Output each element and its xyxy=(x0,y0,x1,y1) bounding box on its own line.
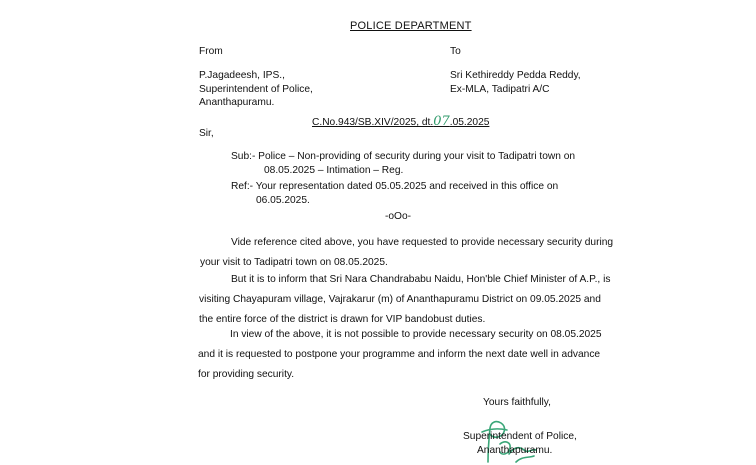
subject-line-2: 08.05.2025 – Intimation – Reg. xyxy=(264,164,404,176)
recipient-name: Sri Kethireddy Pedda Reddy, xyxy=(450,70,581,81)
paragraph-2 xyxy=(199,270,610,330)
signatory-place: Ananthapuramu. xyxy=(477,444,553,456)
subject-line-1: Sub:- Police – Non-providing of security during your visit to Tadipatri town on xyxy=(231,151,576,162)
paragraph-3-line-3: for providing security. xyxy=(198,369,295,380)
signatory-designation: Superintendent of Police, xyxy=(463,431,577,442)
letter-heading: POLICE DEPARTMENT xyxy=(350,20,472,32)
paragraph-1-line-1: Vide reference cited above, you have requested to provide necessary security during xyxy=(231,237,614,248)
paragraph-2-line-2: visiting Chayapuram village, Vajrakarur (m) of Ananthapuramu District on 09.05.2025 and xyxy=(199,294,601,305)
sender-place: Ananthapuramu. xyxy=(199,97,275,108)
paragraph-3-line-1: In view of the above, it is not possible to provide necessary security on 08.05.2025 xyxy=(230,329,602,340)
paragraph-1-line-2: your visit to Tadipatri town on 08.05.2025. xyxy=(200,257,388,268)
paragraph-3-line-2: and it is requested to postpone your programme and inform the next date well in advance xyxy=(198,349,601,360)
closing-phrase: Yours faithfully, xyxy=(483,397,551,408)
to-label: To xyxy=(450,46,461,57)
reference-line-2: 06.05.2025. xyxy=(256,194,310,206)
reference-number xyxy=(312,114,489,129)
paragraph-1 xyxy=(200,233,613,273)
sender-address xyxy=(199,69,313,110)
reference-suffix: .05.2025 xyxy=(449,117,490,128)
paragraph-3 xyxy=(198,325,602,385)
reference-block xyxy=(231,180,558,207)
signatory-block xyxy=(463,430,577,457)
paragraph-2-line-1: But it is to inform that Sri Nara Chandrababu Naidu, Hon'ble Chief Minister of A.P., is xyxy=(231,274,611,285)
reference-line-1: Ref:- Your representation dated 05.05.2025 and received in this office on xyxy=(231,181,559,192)
subject-block xyxy=(231,150,575,177)
from-label: From xyxy=(199,46,223,57)
reference-prefix: C.No.943/SB.XIV/2025, dt. xyxy=(312,117,434,128)
recipient-address xyxy=(450,69,581,96)
paragraph-2-line-3: the entire force of the district is drawn for VIP bandobust duties. xyxy=(199,314,486,325)
handwritten-date-day: 07 xyxy=(433,114,450,129)
sender-name: P.Jagadeesh, IPS., xyxy=(199,70,285,81)
recipient-designation: Ex-MLA, Tadipatri A/C xyxy=(450,83,550,95)
separator: -oOo- xyxy=(385,211,412,222)
sender-designation: Superintendent of Police, xyxy=(199,83,313,95)
salutation: Sir, xyxy=(199,128,214,139)
